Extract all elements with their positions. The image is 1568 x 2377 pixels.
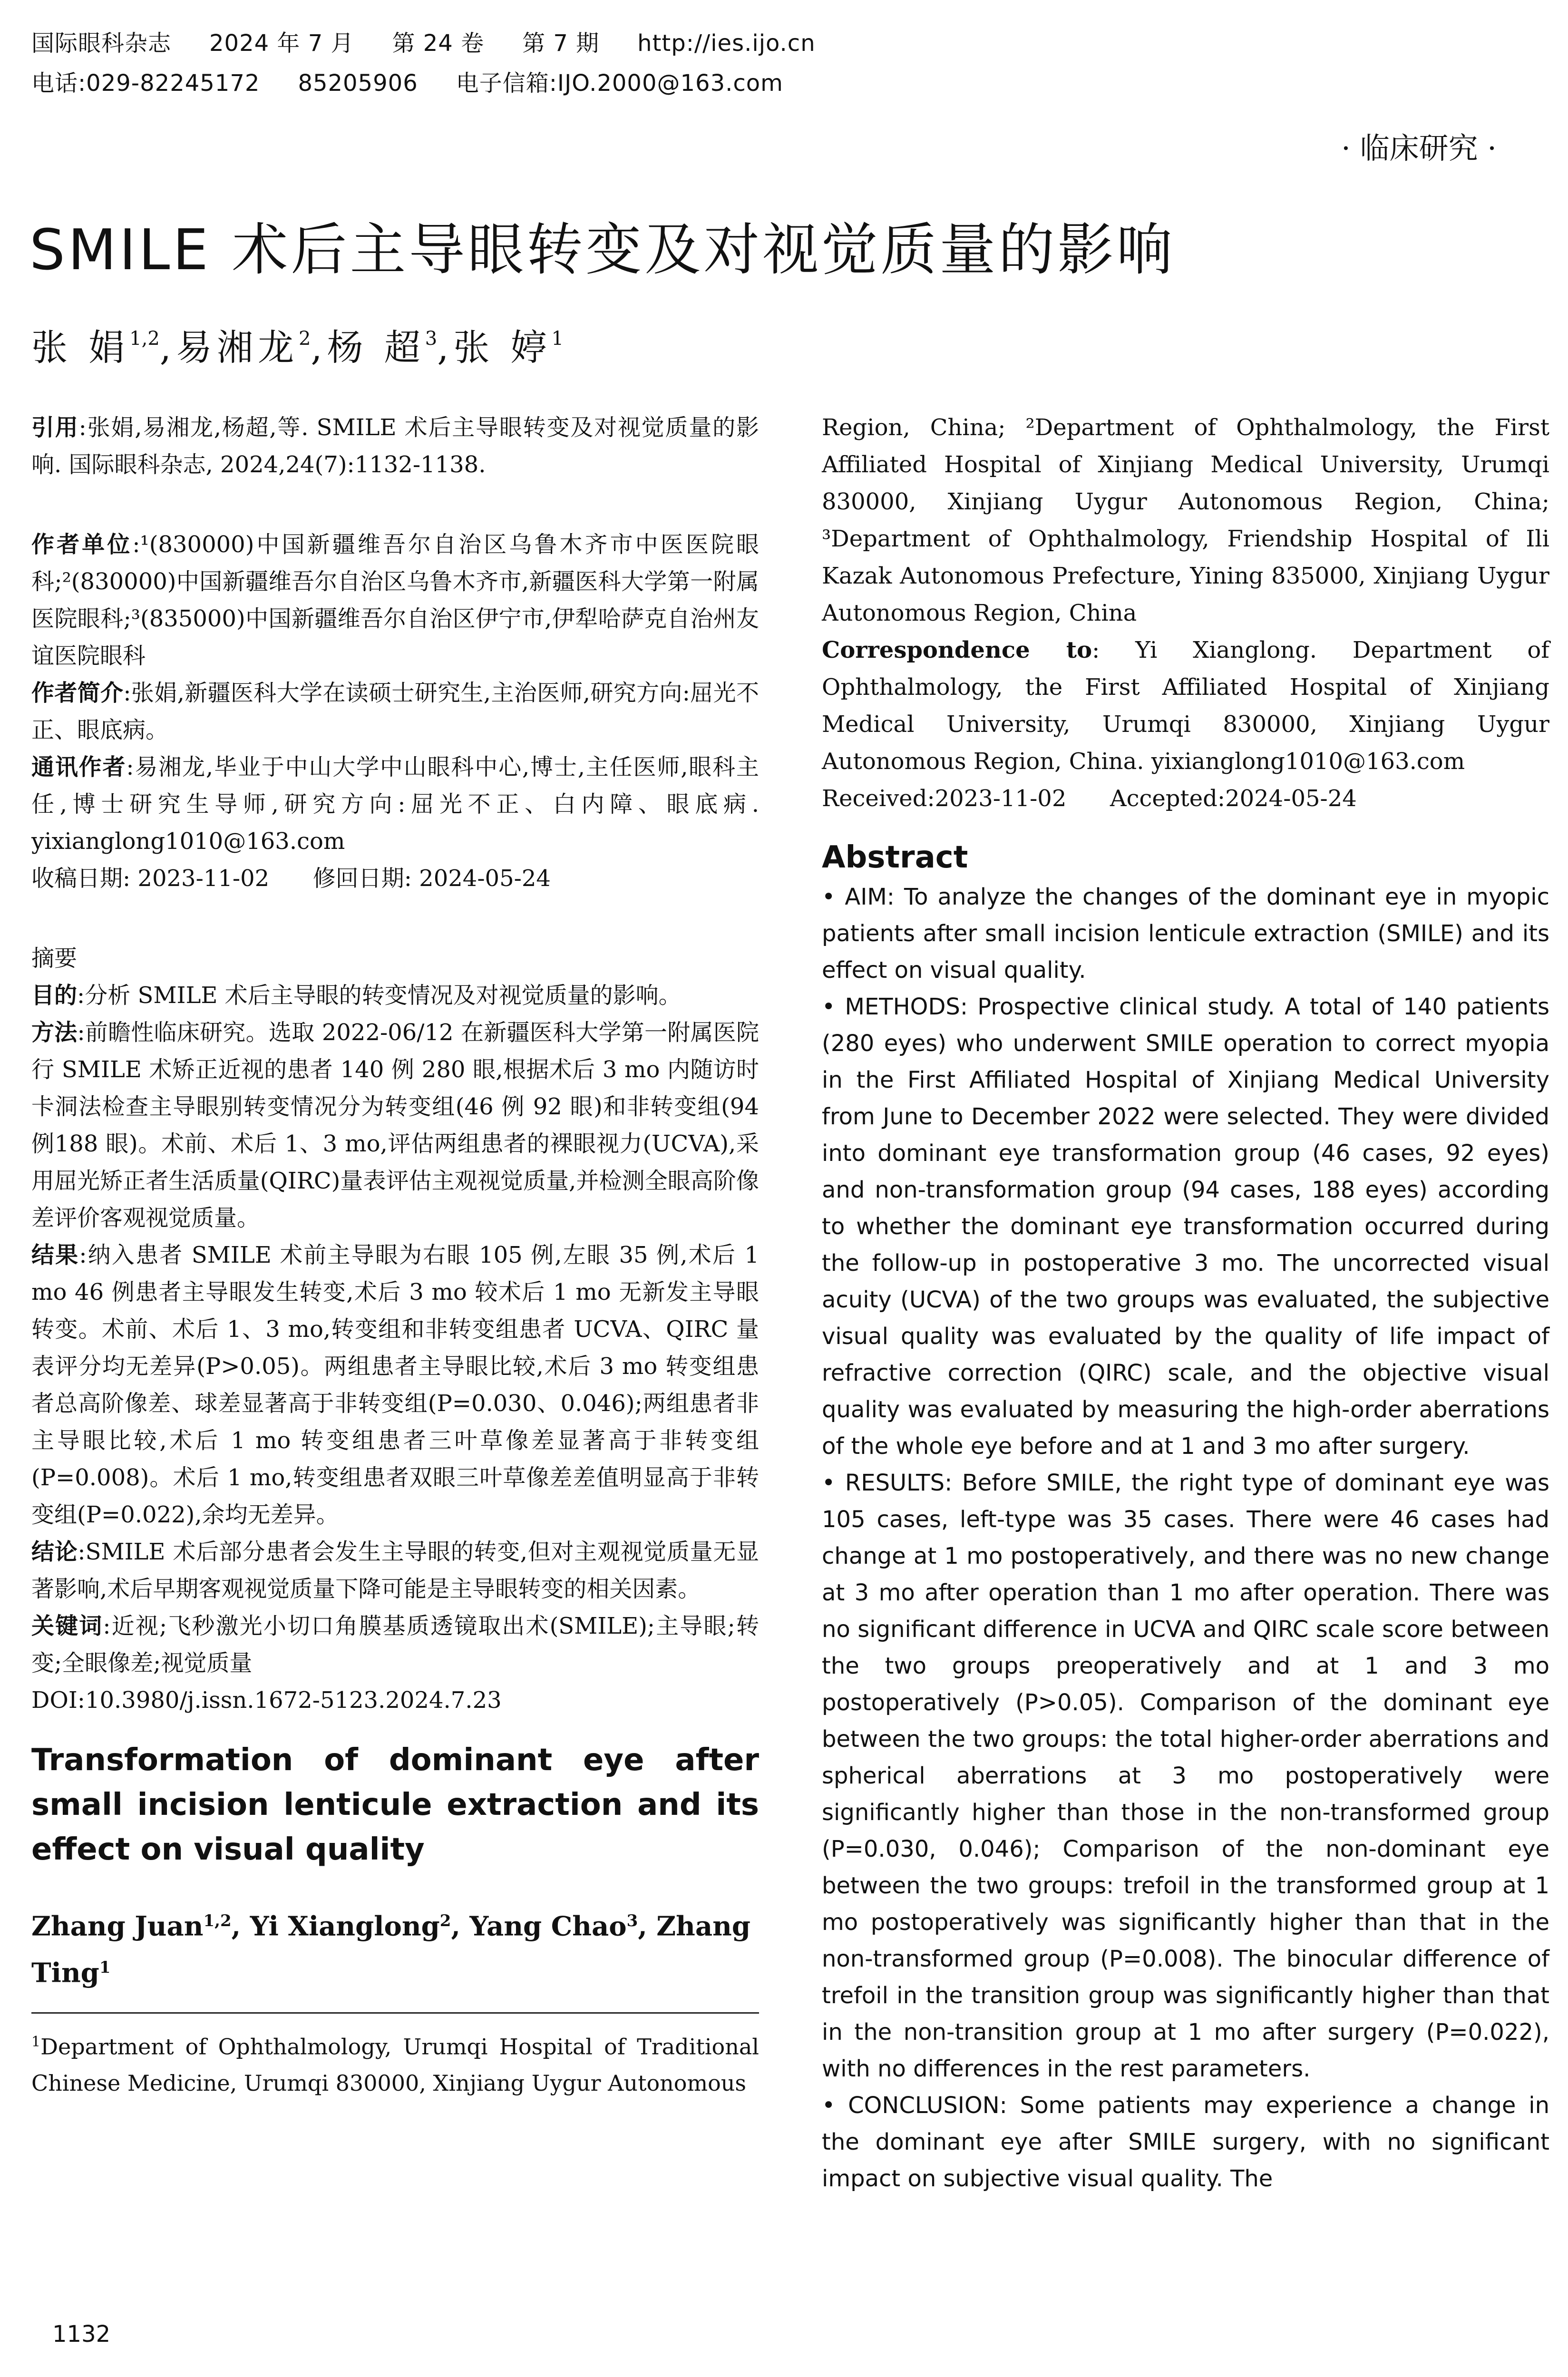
abstract-heading-cn: 摘要	[31, 945, 78, 972]
aim-label-cn: 目的	[31, 982, 78, 1009]
abstract-conclusion-cn	[31, 1533, 759, 1607]
volume: 第 24 卷	[392, 30, 485, 57]
author-affil-sup: 2	[298, 328, 311, 350]
conclusion-text-cn: :SMILE 术后部分患者会发生主导眼的转变,但对主观视觉质量无显著影响,术后早期客观视觉质量下降可能是主导眼转变的相关因素。	[31, 1539, 759, 1602]
journal-name: 国际眼科杂志	[31, 30, 172, 57]
affiliations-label: 作者单位	[31, 531, 133, 558]
author-name: ,杨 超	[311, 326, 425, 369]
author-name: ,张 婷	[437, 326, 552, 369]
author-name: 张 娟	[31, 326, 130, 369]
author-bio	[31, 674, 759, 749]
corresponding-text: :易湘龙,毕业于中山大学中山眼科中心,博士,主任医师,眼科主任,博士研究生导师,研究方向:屈光不正、白内障、眼底病. yixianglong1010@163.com	[31, 754, 759, 855]
abstract-results-cn	[31, 1237, 759, 1533]
results-label-cn: 结果	[31, 1242, 79, 1268]
right-column	[822, 409, 1549, 2197]
received-dates-cn: 收稿日期: 2023-11-02 修回日期: 2024-05-24	[31, 865, 551, 892]
journal-header-line2	[31, 65, 821, 97]
en-author-sup: 3	[626, 1911, 638, 1930]
author-name: ,易湘龙	[159, 326, 299, 369]
citation	[31, 409, 759, 483]
abstract-conclusion-en: • CONCLUSION: Some patients may experience a change in the dominant eye after SMILE surgery, with no significant impact on subjective visual quality. The	[822, 2092, 1549, 2192]
issue-date: 2024 年 7 月	[209, 30, 354, 57]
article-title: SMILE 术后主导眼转变及对视觉质量的影响	[29, 217, 1176, 283]
issue-number: 第 7 期	[522, 30, 600, 57]
affiliations	[31, 526, 759, 674]
results-text-cn: :纳入患者 SMILE 术前主导眼为右眼 105 例,左眼 35 例,术后 1 mo 46 例患者主导眼发生转变,术后 3 mo 较术后 1 mo 无新发主导眼转变。术前、术后 1、3 mo,转变组和非转变组患者 UCVA、QIRC 量表评分均无差异(P>0.05)。两组患者主导眼比较,术后 3 mo 转变组患者总高阶像差、球差显著高于非转变组(P=0.030、0.046);两组患者非主导眼比较,术后 1 mo 转变组患者三叶草像差显著高于非转变组(P=0.008)。术后 1 mo,转变组患者双眼三叶草像差差值明显高于非转变组(P=0.022),余均无差异。	[31, 1242, 759, 1528]
correspondence-text: : Yi Xianglong. Department of Ophthalmology, the First Affiliated Hospital of Xinjiang Medical University, Urumqi 830000, Xinjiang Uygur Autonomous Region, China. yixianglong1010@163.com	[822, 637, 1550, 775]
abstract-methods-cn	[31, 1014, 759, 1237]
citation-text: :张娟,易湘龙,杨超,等. SMILE 术后主导眼转变及对视觉质量的影响. 国际眼科杂志, 2024,24(7):1132-1138.	[31, 414, 759, 478]
en-author-sup: 1,2	[203, 1911, 232, 1930]
author-affil-sup: 3	[425, 328, 438, 350]
email[interactable]: 电子信箱:IJO.2000@163.com	[456, 70, 783, 97]
journal-header-line1	[31, 25, 854, 58]
en-author-name: , Yi Xianglong	[231, 1910, 440, 1942]
abstract-aim-cn	[31, 977, 759, 1014]
correspondence-label: Correspondence to	[822, 637, 1092, 663]
corresponding-label: 通讯作者	[31, 754, 127, 780]
phone: 电话:029-82245172	[31, 70, 260, 97]
author-bio-text: :张娟,新疆医科大学在读硕士研究生,主治医师,研究方向:屈光不正、眼底病。	[31, 680, 759, 743]
keywords-label-cn: 关键词	[31, 1613, 103, 1639]
english-affiliation-cont: Region, China; ²Department of Ophthalmology, the First Affiliated Hospital of Xinjiang Medical University, Urumqi 830000, Xinjiang Uygur Autonomous Region, China; ³Department of Ophthalmology, Friendship Hospital of Ili Kazak Autonomous Prefecture, Yining 835000, Xinjiang Uygur Autonomous Region, China	[822, 414, 1549, 626]
doi[interactable]: DOI:10.3980/j.issn.1672-5123.2024.7.23	[31, 1687, 502, 1714]
affiliations-text: :¹(830000)中国新疆维吾尔自治区乌鲁木齐市中医医院眼科;²(830000)中国新疆维吾尔自治区乌鲁木齐市,新疆医科大学第一附属医院眼科;³(835000)中国新疆维吾尔自治区伊宁市,伊犁哈萨克自治州友谊医院眼科	[31, 531, 759, 669]
abstract-methods-en: • METHODS: Prospective clinical study. A total of 140 patients (280 eyes) who underwent SMILE operation to correct myopia in the First Affiliated Hospital of Xinjiang Medical University from June to December 2022 were selected. They were divided into dominant eye transformation group (46 cases, 92 eyes) and non-transformation group (94 cases, 188 eyes) according to whether the dominant eye transformation occurred during the follow-up in postoperative 3 mo. The uncorrected visual acuity (UCVA) of the two groups was evaluated, the subjective visual quality was evaluated by the quality of life impact of refractive correction (QIRC) scale, and the objective visual quality was evaluated by measuring the high-order aberrations of the whole eye before and at 1 and 3 mo after surgery.	[822, 994, 1549, 1460]
page-number: 1132	[52, 2321, 111, 2348]
en-author-name: , Zhang Ting	[31, 1910, 751, 1989]
received-accepted: Received:2023-11-02 Accepted:2024-05-24	[822, 785, 1357, 812]
keywords-text-cn: :近视;飞秒激光小切口角膜基质透镜取出术(SMILE);主导眼;转变;全眼像差;视觉质量	[31, 1613, 759, 1676]
footnote-divider	[31, 2012, 759, 2014]
abstract-heading-en: Abstract	[822, 840, 968, 875]
left-column	[31, 409, 759, 2101]
methods-text-cn: :前瞻性临床研究。选取 2022-06/12 在新疆医科大学第一附属医院行 SMILE 术矫正近视的患者 140 例 280 眼,根据术后 3 mo 内随访时卡洞法检查主导眼别转变情况分为转变组(46 例 92 眼)和非转变组(94 例188 眼)。术前、术后 1、3 mo,评估两组患者的裸眼视力(UCVA),采用屈光矫正者生活质量(QIRC)量表评估主观视觉质量,并检测全眼高阶像差评价客观视觉质量。	[31, 1019, 759, 1231]
section-tag: · 临床研究 ·	[1341, 131, 1497, 166]
affil-note-sup: 1	[31, 2034, 41, 2051]
journal-url[interactable]: http://ies.ijo.cn	[637, 30, 816, 57]
author-list	[31, 319, 564, 370]
en-author-sup: 1	[99, 1958, 111, 1977]
en-author-name: , Yang Chao	[451, 1910, 627, 1942]
affil-note-text: Department of Ophthalmology, Urumqi Hospital of Traditional Chinese Medicine, Urumqi 830000, Xinjiang Uygur Autonomous	[31, 2034, 759, 2096]
en-author-name: Zhang Juan	[31, 1910, 204, 1942]
english-affiliation-note	[31, 2024, 759, 2101]
abstract-results-en: • RESULTS: Before SMILE, the right type of dominant eye was 105 cases, left-type was 35 cases. There were 46 cases had change at 1 mo postoperatively, and there was no new change at 3 mo after operation than 1 mo after operation. There was no significant difference in UCVA and QIRC scale score between the two groups preoperatively and at 1 and 3 mo postoperatively (P>0.05). Comparison of the dominant eye between the two groups: the total higher-order aberrations and spherical aberrations at 3 mo postoperatively were significantly higher than those in the non-transformed group (P=0.030, 0.046); Comparison of the non-dominant eye between the two groups: trefoil in the transformed group at 1 mo postoperatively was significantly higher than that in the non-transformed group (P=0.008). The binocular difference of trefoil in the transition group was significantly higher than that in the non-transition group at 1 mo after surgery (P=0.022), with no differences in the rest parameters.	[822, 1470, 1549, 2082]
phone-extra: 85205906	[298, 70, 418, 97]
english-author-list	[31, 1900, 759, 1993]
author-affil-sup: 1	[551, 328, 564, 350]
en-author-sup: 2	[439, 1911, 451, 1930]
author-bio-label: 作者简介	[31, 680, 124, 706]
english-title: Transformation of dominant eye after small incision lenticule extraction and its effect on visual quality	[31, 1743, 759, 1867]
citation-label: 引用	[31, 414, 79, 441]
conclusion-label-cn: 结论	[31, 1539, 78, 1565]
keywords-cn	[31, 1607, 759, 1682]
author-affil-sup: 1,2	[129, 328, 160, 350]
aim-text-cn: :分析 SMILE 术后主导眼的转变情况及对视觉质量的影响。	[77, 982, 682, 1009]
corresponding-author	[31, 749, 759, 860]
methods-label-cn: 方法	[31, 1019, 78, 1046]
abstract-aim-en: • AIM: To analyze the changes of the dominant eye in myopic patients after small incision lenticule extraction (SMILE) and its effect on visual quality.	[822, 884, 1549, 984]
english-correspondence	[822, 632, 1549, 780]
